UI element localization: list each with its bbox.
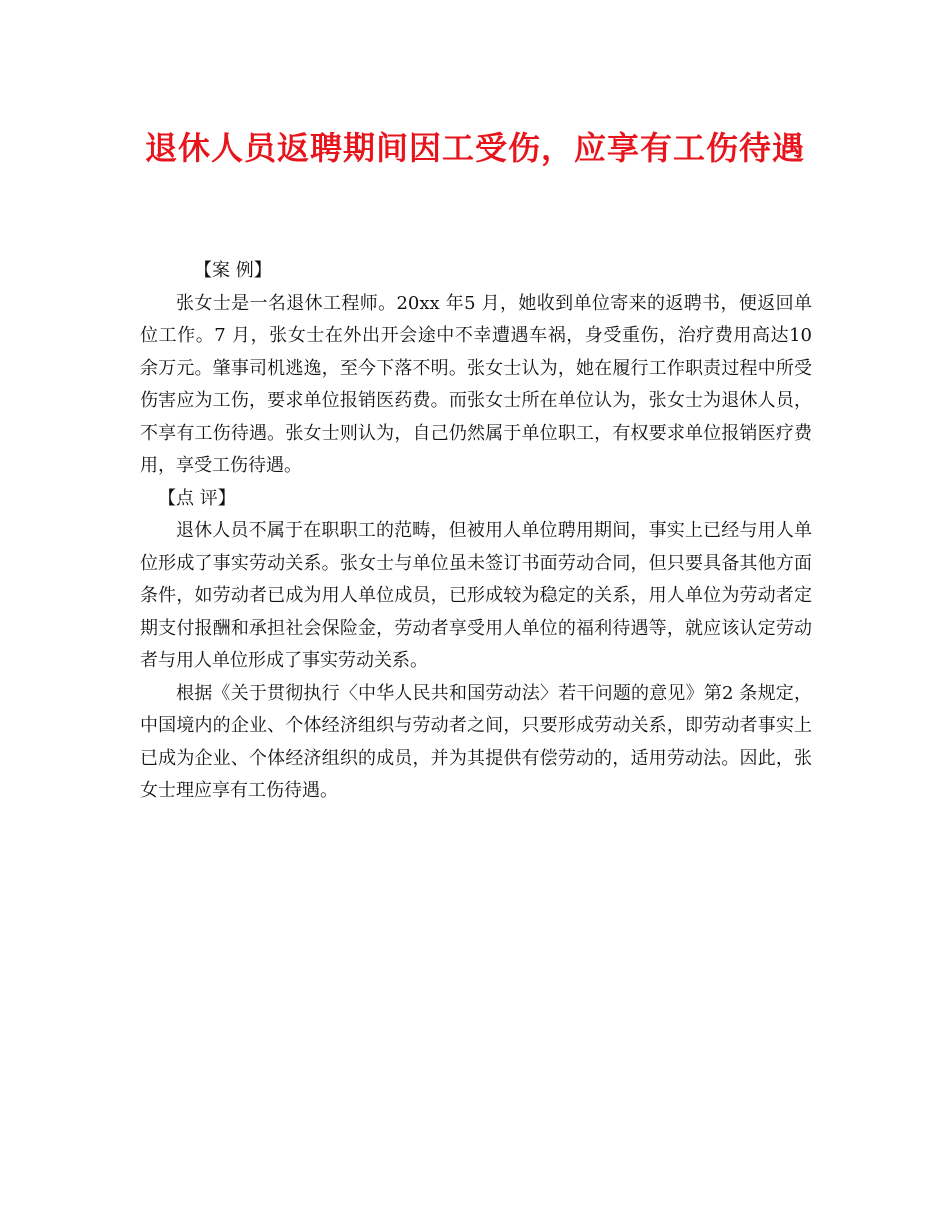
document-title: 退休人员返聘期间因工受伤，应享有工伤待遇 xyxy=(144,129,805,167)
review-heading: 【点 评】 xyxy=(158,487,236,509)
review-paragraph-1: 退休人员不属于在职职工的范畴，但被用人单位聘用期间，事实上已经与用人单位形成了事实劳动关系。张女士与单位虽未签订书面劳动合同，但只要具备其他方面条件，如劳动者已成为用人单位成员，已形成较为稳定的关系，用人单位为劳动者定期支付报酬和承担社会保险金，劳动者享受用人单位的福利待遇等，就应该认定劳动者与用人单位形成了事实劳动关系。 xyxy=(140,520,812,671)
case-paragraph: 张女士是一名退休工程师。20xx 年5 月，她收到单位寄来的返聘书，便返回单位工作。7 月，张女士在外出开会途中不幸遭遇车祸，身受重伤，治疗费用高达10 余万元。肇事司机逃逸，至今下落不明。张女士认为，她在履行工作职责过程中所受伤害应为工伤，要求单位报销医药费。而张女士所在单位认为，张女士为退休人员，不享有工伤待遇。张女士则认为，自己仍然属于单位职工，有权要求单位报销医疗费用，享受工伤待遇。 xyxy=(140,292,812,476)
review-paragraph-2: 根据《关于贯彻执行〈中华人民共和国劳动法〉若干问题的意见》第2 条规定，中国境内的企业、个体经济组织与劳动者之间，只要形成劳动关系，即劳动者事实上已成为企业、个体经济组织的成员，并为其提供有偿劳动的，适用劳动法。因此，张女士理应享有工伤待遇。 xyxy=(140,682,812,801)
document-body xyxy=(140,255,812,808)
case-heading: 【案 例】 xyxy=(194,260,272,281)
